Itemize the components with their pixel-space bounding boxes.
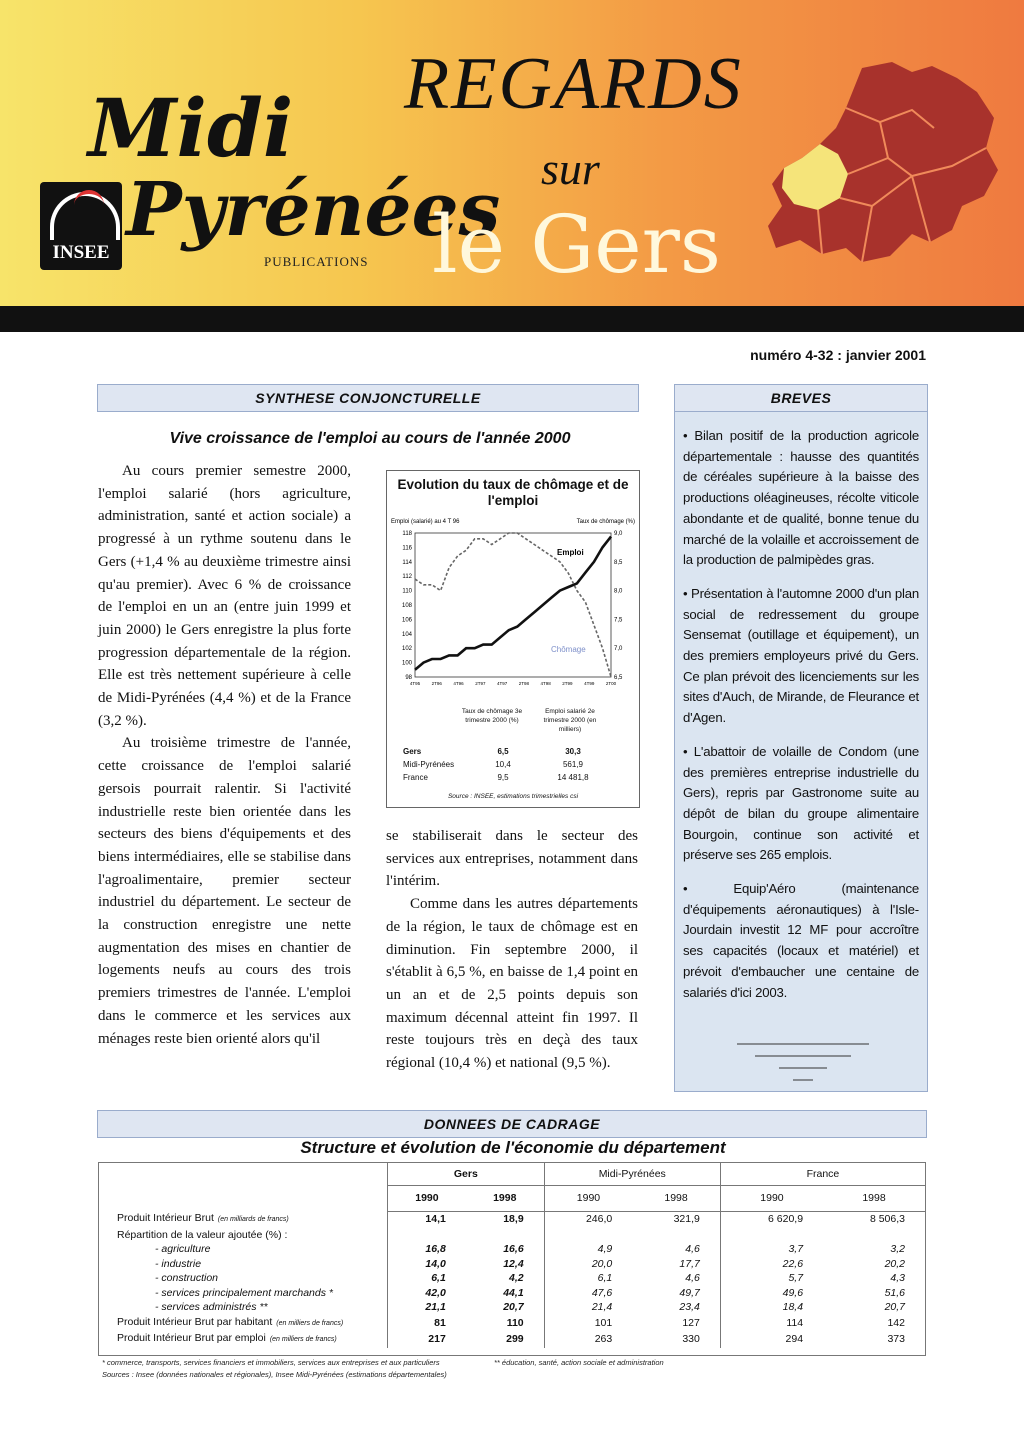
y-left-tick-label: 114 [402,559,412,566]
table-cell: 20,0 [544,1257,632,1272]
table-cell: 14,0 [388,1257,466,1272]
paragraph: Comme dans les autres départements de la région, le taux de chômage est en diminution. Fin septembre 2000, il s'établit à 6,5 %, en baisse de 1,4 point en un an et de 2,5 points depuis son maximum décennal atteint fin 1997. Il reste toujours très en deçà des taux régional (10,4 %) et national (9,5 %). [386,896,638,1072]
breves-list [675,412,927,1003]
x-tick-label: 2T99 [562,681,573,686]
cadrage-table [99,1163,925,1348]
group-header-gers: Gers [388,1163,545,1185]
table-cell: 101 [544,1315,632,1332]
table-cell [466,1228,544,1243]
issue-number: numéro 4-32 : janvier 2001 [750,347,926,363]
chart-table-cell: 10,4 [495,760,511,769]
x-tick-label: 2T97 [475,681,486,686]
table-row [99,1300,925,1315]
breves-header: BREVES [674,384,928,412]
synthese-column-2 [386,825,638,1075]
y-left-tick-label: 112 [402,574,412,581]
sources-note: Sources : Insee (données nationales et régionales), Insee Midi-Pyrénées (estimations départementales) [102,1370,447,1379]
table-cell: 20,7 [884,1301,905,1313]
x-tick-label: 4T97 [496,681,508,686]
y-left-tick-label: 106 [401,617,412,624]
table-cell: 330 [682,1333,700,1345]
table-cell: 17,7 [679,1257,700,1270]
year-header: 1990 [388,1185,466,1211]
table-cell: 16,8 [388,1242,466,1257]
table-cell: 14,1 [388,1211,466,1228]
year-header: 1990 [544,1185,632,1211]
table-cell: 299 [506,1333,524,1345]
table-cell: 20,2 [884,1257,905,1270]
y-left-tick-label: 102 [401,646,412,653]
row-label-text: - services administrés ** [155,1301,268,1313]
row-label [99,1271,388,1286]
x-tick-label: 4T98 [540,681,551,686]
table-row [99,1271,925,1286]
chart-title: Evolution du taux de chômage et de l'emploi [397,477,629,508]
table-cell: 18,9 [503,1213,524,1226]
insee-logo [40,182,122,270]
table-cell: 21,1 [388,1300,466,1315]
chart-table-cell: 6,5 [497,747,509,756]
row-label [99,1228,388,1243]
table-cell: 294 [720,1331,823,1348]
row-label [99,1331,388,1348]
table-cell [823,1228,925,1243]
masthead-pyrenees: Pyrénées [126,167,501,253]
masthead-regards: REGARDS [404,43,743,125]
year-spacer [99,1185,388,1211]
year-header: 1998 [823,1185,925,1211]
table-cell: 4,6 [685,1243,700,1255]
table-row [99,1257,925,1272]
chart-source: Source : INSEE, estimations trimestrielles csi [447,793,579,800]
table-cell [720,1228,823,1243]
paragraph: Au cours premier semestre 2000, l'emploi salarié (hors agriculture, administration, santé et action sociale) a progressé à un rythme soutenu dans le Gers (+1,4 % au deuxième trimestre ainsi qu'au premier). Avec 6 % de croissance de l'emploi en un an (entre juin 1999 et juin 2000) le Gers enregistre la plus forte progression départementale de la région. Elle est très nettement supérieure à celle de Midi-Pyrénées (4,4 %) et de la France (3,2 %). [98,463,351,729]
synthese-column-1 [98,460,351,1050]
chart-table-cell: Midi-Pyrénées [403,760,455,769]
table-cell: 20,7 [503,1301,524,1313]
table-row [99,1211,925,1228]
chart-table [403,745,623,784]
table-cell: 4,3 [890,1272,905,1284]
chart-table-col2-header: Emploi salarié 2e trimestre 2000 (en milliers) [543,708,597,733]
table-cell: 127 [682,1316,700,1329]
synthese-headline: Vive croissance de l'emploi au cours de l'année 2000 [169,430,571,447]
y-left-tick-label: 118 [402,531,412,537]
row-label-text: - agriculture [155,1243,211,1255]
y-right-tick-label: 6,5 [614,675,623,681]
row-label-text: - construction [155,1272,219,1284]
chart-ticks [402,531,623,686]
table-cell: 263 [544,1331,632,1348]
table-cell: 6,1 [388,1271,466,1286]
cadrage-table-wrapper [98,1162,926,1356]
y-right-tick-label: 8,0 [614,588,623,595]
row-label [99,1315,388,1332]
y-right-tick-label: 7,0 [614,646,623,653]
chart-right-axis-label: Taux de chômage (%) [576,519,635,525]
x-tick-label: 4T95 [409,681,421,686]
row-note: (en milliards de francs) [217,1216,289,1223]
breves-item: • Bilan positif de la production agricole départementale : hausse des quantités de céréales supérieure à la baisse des productions oléagineuses, récolte viticole abondante et de qualité, bonne tenue du marché de la volaille et accroissement de la production de palmipèdes gras. [683,428,919,568]
y-left-tick-label: 104 [401,631,412,638]
row-label [99,1300,388,1315]
decorative-rule-icon [733,1040,873,1090]
region-map-icon [762,58,1002,268]
row-label-text: Produit Intérieur Brut par emploi [117,1332,266,1344]
table-cell: 8 506,3 [869,1213,905,1226]
table-cell: 4,6 [685,1272,700,1284]
table-cell: 49,7 [679,1286,700,1299]
paragraph: Au troisième trimestre de l'année, cette croissance de l'emploi salarié gersois pourrait ralentir. Si l'activité industrielle reste bien orientée dans les secteurs des biens d'équipements et des biens intermédiaires, elle se stabilise dans l'agroalimentaire, premier secteur industriel du département. Le secteur de la construction enregistre une nette augmentation des mises en chantier de logements neufs au cours des trois premiers trimestres de l'année. L'emploi dans le commerce et les services aux ménages reste bien orienté alors qu'il [98,735,351,1047]
footnote-1: * commerce, transports, services financiers et immobiliers, services aux entreprises et aux particuliers [102,1358,440,1367]
series-label-emploi: Emploi [557,548,584,557]
table-cell: 42,0 [388,1286,466,1301]
table-cell [544,1228,632,1243]
table-cell: 49,6 [720,1286,823,1301]
table-cell: 3,7 [720,1242,823,1257]
table-cell: 12,4 [503,1257,524,1270]
table-cell: 4,2 [509,1272,524,1284]
table-cell: 22,6 [720,1257,823,1272]
row-label-text: Produit Intérieur Brut [117,1212,214,1224]
table-cell: 5,7 [720,1271,823,1286]
chart-table-cell: Gers [403,747,422,756]
chart-table-cell: France [403,773,428,782]
breves-item: • L'abattoir de volaille de Condom (une des premières entreprise industrielle du Gers), repris par Gastronome suite au dépôt de bilan du groupe alimentaire Bourgoin, continue son activité et préserve ses 265 emplois. [683,743,919,863]
table-cell: 3,2 [890,1243,905,1255]
chart-table-cell: 14 481,8 [557,773,589,782]
table-row [99,1315,925,1332]
table-cell [632,1228,720,1243]
table-cell: 81 [388,1315,466,1332]
chart-table-row [403,758,623,771]
table-cell: 110 [506,1316,524,1329]
x-tick-label: 2T98 [518,681,530,686]
group-header-france: France [720,1163,925,1185]
chart-table-cell: 30,3 [565,747,581,756]
paragraph: se stabiliserait dans le secteur des services aux entreprises, notamment dans l'intérim. [386,828,638,890]
row-note: (en milliers de francs) [276,1319,344,1327]
x-tick-label: 2T96 [431,681,442,686]
table-cell: 44,1 [503,1286,524,1299]
table-row [99,1228,925,1243]
table-cell: 51,6 [884,1286,905,1299]
insee-arc-red-icon [74,190,104,214]
breves-item: • Equip'Aéro (maintenance d'équipements aéronautiques) à l'Isle-Jourdain investit 12 MF pour accroître ses capacités (locaux et matériel) et prévoit d'embaucher une centaine de salariés d'ici 2003. [683,881,919,1000]
table-cell: 6,1 [544,1271,632,1286]
cadrage-subtitle: Structure et évolution de l'économie du département [300,1138,726,1157]
chart-table-row [403,745,623,758]
masthead-sur: sur [541,143,600,194]
group-header-midi-pyrenees: Midi-Pyrénées [544,1163,720,1185]
row-label [99,1211,388,1228]
table-cell: 142 [887,1316,905,1329]
x-tick-label: 4T99 [584,681,595,686]
breves-item: • Présentation à l'automne 2000 d'un plan social de redressement du groupe Sensemat (outillage et équipement), un des premiers employeurs privé du Gers. Ce plan prévoit des licenciements sur les sites d'Auch, de Mirande, de Fleurance et d'Agen. [683,585,919,726]
table-cell: 23,4 [679,1301,700,1313]
x-tick-label: 4T96 [453,681,464,686]
row-note: (en milliers de francs) [269,1336,337,1343]
row-label [99,1286,388,1301]
masthead-banner [0,0,1024,306]
y-right-tick-label: 9,0 [614,531,623,537]
table-cell: 217 [388,1331,466,1348]
row-label [99,1257,388,1272]
y-left-tick-label: 116 [402,545,412,552]
chart-table-col1-header: Taux de chômage 3e trimestre 2000 (%) [461,708,523,724]
synthese-header: SYNTHESE CONJONCTURELLE [97,384,639,412]
year-header: 1990 [720,1185,823,1211]
cadrage-header: DONNEES DE CADRAGE [97,1110,927,1138]
table-cell: 4,9 [544,1242,632,1257]
y-left-tick-label: 110 [402,588,412,595]
table-cell: 47,6 [544,1286,632,1301]
y-left-tick-label: 108 [401,603,412,609]
table-row [99,1331,925,1348]
row-label [99,1242,388,1257]
table-cell: 321,9 [673,1213,700,1226]
series-label-chomage: Chômage [551,645,586,654]
y-left-tick-label: 98 [405,675,412,681]
x-tick-label: 2T00 [605,681,617,686]
table-row [99,1242,925,1257]
masthead-divider [0,306,1024,332]
table-cell: 18,4 [720,1300,823,1315]
row-label-text: Produit Intérieur Brut par habitant [117,1315,273,1328]
unemployment-chart [386,470,640,808]
publications-label: PUBLICATIONS [264,254,369,269]
insee-logo-label: INSEE [52,242,110,263]
chart-left-axis-label: Emploi (salarié) au 4 T 96 [391,519,460,525]
table-cell: 246,0 [544,1211,632,1228]
footnote-2: ** éducation, santé, action sociale et administration [494,1358,664,1367]
chart-table-cell: 9,5 [497,773,509,782]
chart-table-row [403,771,623,784]
y-left-tick-label: 100 [401,660,412,667]
masthead-midi: Midi [88,81,294,175]
row-label-text: Répartition de la valeur ajoutée (%) : [117,1228,288,1241]
breves-panel [674,411,928,1092]
masthead-gers: le Gers [432,198,721,291]
table-cell: 16,6 [503,1243,524,1255]
table-row [99,1286,925,1301]
table-cell [388,1228,466,1243]
row-label-text: - services principalement marchands * [155,1286,333,1299]
table-cell: 21,4 [544,1300,632,1315]
table-cell: 373 [887,1333,905,1345]
year-header: 1998 [632,1185,720,1211]
y-right-tick-label: 8,5 [614,559,623,566]
table-cell: 6 620,9 [720,1211,823,1228]
y-right-tick-label: 7,5 [614,617,623,624]
chart-table-cell: 561,9 [562,760,584,769]
table-cell: 114 [720,1315,823,1332]
year-header: 1998 [466,1185,544,1211]
row-label-text: - industrie [155,1257,202,1270]
